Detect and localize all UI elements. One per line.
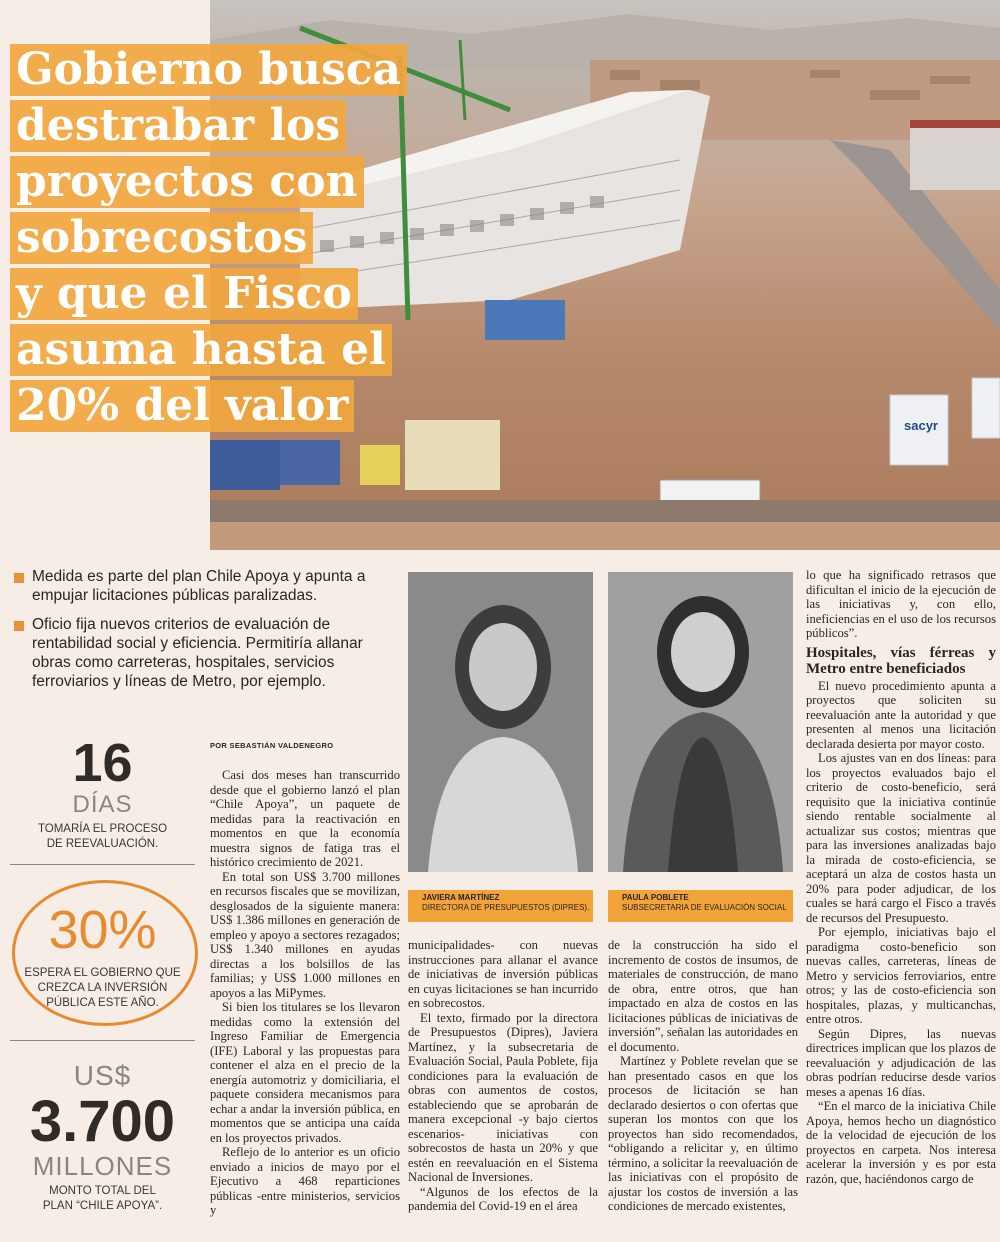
article-column-1 xyxy=(210,768,400,1238)
headline-line: proyectos con xyxy=(10,156,364,208)
divider xyxy=(10,1040,195,1041)
paragraph: de la construcción ha sido el incremento de costos de insumos, de materiales de construcción, de mano de obra, entre otros, que han impactado en alza de costos en las licitaciones públicas de iniciativas de inversión”, señalan las autoridades en el documento. xyxy=(608,938,798,1054)
person-photo-icon xyxy=(608,572,793,872)
paragraph: Por ejemplo, iniciativas bajo el paradigma costo-beneficio son nuevas calles, carreteras, líneas de Metro y servicios ferroviarios, entre otros; y las de costo-eficiencia son hospitales, plazas, y multicanchas, entre otros. xyxy=(806,925,996,1026)
bullet-text: Medida es parte del plan Chile Apoya y apunta a empujar licitaciones públicas paralizadas. xyxy=(32,568,366,604)
paragraph: Si bien los titulares se los llevaron medidas como la extensión del Ingreso Familiar de Emergencia (IFE) Laboral y las propuestas para contener el alza en el precio de la energía automotriz y domiciliaria, el paquete considera mecanismos para echar a andar la inversión pública, en momentos que se anticipa una caída en los proyectos privados. xyxy=(210,1000,400,1145)
stat-days xyxy=(10,734,195,852)
stat-total-amount xyxy=(10,1060,195,1214)
stat-desc: MONTO TOTAL DEL PLAN “CHILE APOYA”. xyxy=(42,1185,163,1212)
paragraph: lo que ha significado retrasos que dificultan el inicio de la ejecución de las iniciativas y, con ello, ineficiencias en el uso de los recursos públicos”. xyxy=(806,568,996,640)
stat-value: 3.700 xyxy=(29,1089,176,1154)
summary-bullets xyxy=(14,567,370,701)
summary-bullet xyxy=(14,567,370,605)
article-column-4 xyxy=(806,568,996,1238)
summary-bullet xyxy=(14,615,370,691)
photo-caption xyxy=(608,890,793,922)
stat-value: 30% xyxy=(48,900,157,960)
paragraph: Según Dipres, las nuevas directrices implican que los plazos de reevaluación y adjudicación de las obras podrían reducirse desde varios meses a apenas 16 días. xyxy=(806,1026,996,1099)
headline-line: y que el Fisco xyxy=(10,268,358,320)
byline: POR SEBASTIÁN VALDENEGRO xyxy=(210,741,334,750)
orange-square-icon xyxy=(14,621,24,631)
paragraph: Los ajustes van en dos líneas: para los proyectos evaluados bajo el criterio de costo-beneficio, será requisito que la iniciativa continúe siendo rentable socialmente al actualizar sus costos; mientras que para las inversiones analizadas bajo la mirada de costo-eficiencia, se aceptará un alza de costos hasta un 20% para poder adjudicar, de los cuales se hará cargo el Fisco a través de recursos del Presupuesto. xyxy=(806,751,996,925)
stat-value: 16 xyxy=(72,733,133,793)
headline-line: asuma hasta el xyxy=(10,324,392,376)
section-heading: Hospitales, vías férreas y Metro entre beneficiados xyxy=(806,644,996,677)
stat-unit: MILLONES xyxy=(32,1151,173,1181)
caption-name: PAULA POBLETE xyxy=(622,893,689,902)
paragraph: En total son US$ 3.700 millones en recursos fiscales que se movilizan, desglosados de la siguiente manera: US$ 1.386 millones en generación de empleo y apoyo a sectores rezagados; US$ 1.340 millones en ayudas directas a los bolsillos de las familias; y US$ 1.000 millones en apoyos a las MiPymes. xyxy=(210,869,400,1000)
stat-unit: DÍAS xyxy=(72,791,133,818)
bullet-text: Oficio fija nuevos criterios de evaluación de rentabilidad social y eficiencia. Permitiría allanar obras como carreteras, hospitales, servicios ferroviarios y líneas de Metro, por ejemplo. xyxy=(32,616,363,690)
paragraph: Martínez y Poblete revelan que se han presentado casos en que los procesos de licitación se han declarado desiertos o con ofertas que superan los montos con que los proyectos han sido recomendados, “obligando a relicitar y, en último término, a solicitar la reevaluación de las iniciativas con el propósito de ajustar los costos de inversión a las condiciones de mercado existentes, xyxy=(608,1054,798,1213)
sacyr-billboard-text: sacyr xyxy=(904,418,938,433)
article-column-3 xyxy=(608,938,798,1238)
caption-name: JAVIERA MARTÍNEZ xyxy=(422,893,500,902)
paragraph: El nuevo procedimiento apunta a proyectos que soliciten su reevaluación ante la autoridad y que presenten al menos una licitación declarada desierta por mayor costo. xyxy=(806,678,996,751)
headline-line: destrabar los xyxy=(10,100,346,152)
portrait-javiera-martinez xyxy=(408,572,593,872)
paragraph: Casi dos meses han transcurrido desde que el gobierno lanzó el plan “Chile Apoya”, un paquete de medidas para la reactivación en momentos en que la economía muestra signos de fatiga tras el histórico crecimiento de 2021. xyxy=(210,768,400,869)
stat-desc: ESPERA EL GOBIERNO QUE CREZCA LA INVERSIÓN PÚBLICA ESTE AÑO. xyxy=(24,967,181,1009)
person-photo-icon xyxy=(408,572,593,872)
portrait-paula-poblete xyxy=(608,572,793,872)
caption-role: SUBSECRETARIA DE EVALUACIÓN SOCIAL xyxy=(622,903,787,912)
photo-caption xyxy=(408,890,593,922)
paragraph: “En el marco de la iniciativa Chile Apoya, hemos hecho un diagnóstico de la velocidad de ejecución de los proyectos en carpeta. Nos interesa acelerar la inversión y es por esta razón, que, haciéndonos cargo de xyxy=(806,1099,996,1186)
headline xyxy=(10,44,410,436)
stat-prefix: US$ xyxy=(73,1060,132,1091)
headline-line: 20% del valor xyxy=(10,380,354,432)
paragraph: El texto, firmado por la directora de Presupuestos (Dipres), Javiera Martínez, y la subsecretaria de Evaluación Social, Paula Poblete, fija condiciones para la evaluación de obras con aumentos de costos, estableciendo que se aprobarán de manera excepcional -y bajo ciertos escenarios- iniciativas con sobrecostos de hasta un 20% y que estén en reevaluación en el Sistema Nacional de Inversiones. xyxy=(408,1010,598,1184)
headline-line: Gobierno busca xyxy=(10,44,407,96)
stat-desc: TOMARÍA EL PROCESO DE REEVALUACIÓN. xyxy=(37,823,168,850)
article-column-2 xyxy=(408,938,598,1238)
paragraph: “Algunos de los efectos de la pandemia del Covid-19 en el área xyxy=(408,1184,598,1213)
paragraph: Reflejo de lo anterior es un oficio enviado a inicios de mayo por el Ejecutivo a 468 reparticiones públicas -entre ministerios, servicios y xyxy=(210,1145,400,1217)
caption-role: DIRECTORA DE PRESUPUESTOS (DIPRES). xyxy=(422,903,590,912)
stat-investment-growth xyxy=(10,900,195,1011)
headline-line: sobrecostos xyxy=(10,212,313,264)
divider xyxy=(10,864,195,865)
paragraph: municipalidades- con nuevas instrucciones para allanar el avance de iniciativas de inversión públicas en cuyas licitaciones se han incurrido en sobrecostos. xyxy=(408,938,598,1010)
orange-square-icon xyxy=(14,573,24,583)
